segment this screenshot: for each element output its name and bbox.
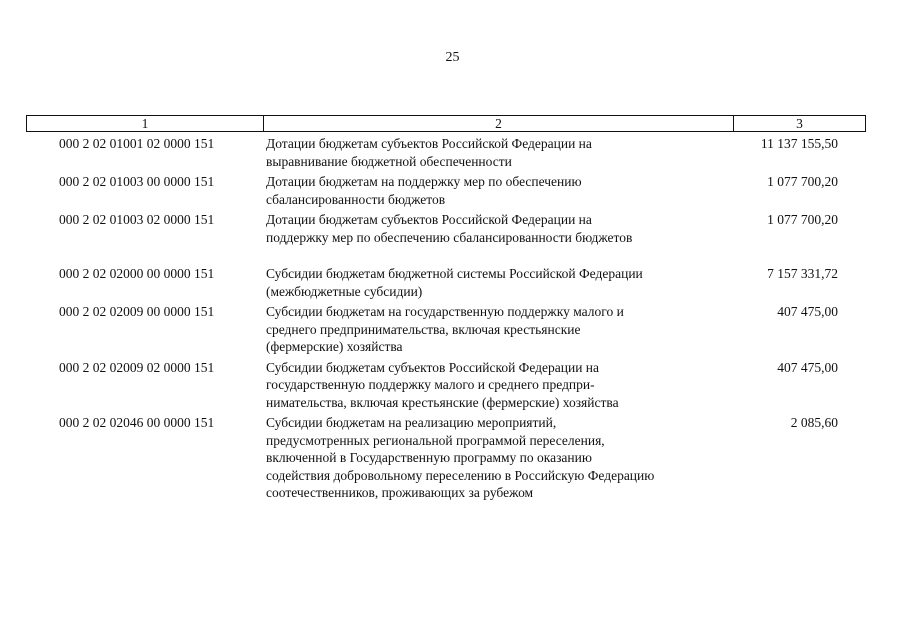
table-row xyxy=(26,265,866,300)
budget-item-name xyxy=(263,211,733,246)
budget-code: 000 2 02 02000 00 0000 151 xyxy=(59,266,215,281)
name-line: Субсидии бюджетам субъектов Российской Федерации на xyxy=(266,359,600,375)
budget-code: 000 2 02 01003 00 0000 151 xyxy=(59,174,215,189)
budget-code: 000 2 02 02009 00 0000 151 xyxy=(59,304,215,319)
name-line: Дотации бюджетам субъектов Российской Федерации на xyxy=(266,212,592,227)
budget-amount: 1 077 700,20 xyxy=(767,212,838,227)
budget-item-name xyxy=(263,359,733,412)
name-line: нимательства, включая крестьянские (фермерские) хозяйства xyxy=(266,394,619,410)
header-col-3: 3 xyxy=(796,116,803,131)
header-col-1: 1 xyxy=(27,116,264,131)
name-line: (фермерские) хозяйства xyxy=(266,339,403,354)
table-header xyxy=(26,115,866,132)
name-line: соотечественников, проживающих за рубежом xyxy=(266,485,534,500)
page-number: 25 xyxy=(445,50,460,65)
budget-table xyxy=(26,115,866,502)
header-col-2: 2 xyxy=(264,116,734,131)
table-row xyxy=(26,359,866,412)
budget-code: 000 2 02 02009 02 0000 151 xyxy=(59,359,215,375)
budget-amount: 11 137 155,50 xyxy=(760,136,838,151)
budget-code: 000 2 02 02046 00 0000 151 xyxy=(59,415,215,430)
name-line: Дотации бюджетам на поддержку мер по обеспечению xyxy=(266,174,582,189)
budget-amount: 7 157 331,72 xyxy=(767,266,838,281)
name-line: предусмотренных региональной программой переселения, xyxy=(266,432,605,448)
budget-code: 000 2 02 01003 02 0000 151 xyxy=(59,212,215,227)
name-line: содействия добровольному переселению в Российскую Федерацию xyxy=(266,467,655,483)
name-line: (межбюджетные субсидии) xyxy=(266,283,423,299)
table-row xyxy=(26,414,866,502)
name-line: государственную поддержку малого и среднего предпри- xyxy=(266,377,595,392)
name-line: среднего предпринимательства, включая крестьянские xyxy=(266,321,581,337)
table-row xyxy=(26,135,866,170)
budget-amount: 407 475,00 xyxy=(777,359,838,375)
name-line: включенной в Государственную программу по оказанию xyxy=(266,450,592,465)
name-line: Субсидии бюджетам на государственную поддержку малого и xyxy=(266,304,624,319)
name-line: Субсидии бюджетам на реализацию мероприятий, xyxy=(266,415,557,430)
budget-amount: 407 475,00 xyxy=(777,304,838,319)
budget-item-name xyxy=(263,414,733,502)
budget-item-name xyxy=(263,265,733,300)
name-line: сбалансированности бюджетов xyxy=(266,191,446,207)
table-row xyxy=(26,173,866,208)
table-row xyxy=(26,211,866,246)
budget-code: 000 2 02 01001 02 0000 151 xyxy=(59,136,215,151)
budget-item-name xyxy=(263,303,733,356)
budget-amount: 2 085,60 xyxy=(790,415,838,430)
name-line: Субсидии бюджетам бюджетной системы Российской Федерации xyxy=(266,266,643,281)
name-line: поддержку мер по обеспечению сбалансированности бюджетов xyxy=(266,229,633,245)
name-line: выравнивание бюджетной обеспеченности xyxy=(266,153,512,169)
name-line: Дотации бюджетам субъектов Российской Федерации на xyxy=(266,136,592,151)
budget-amount: 1 077 700,20 xyxy=(767,174,838,189)
table-row xyxy=(26,303,866,356)
budget-item-name xyxy=(263,173,733,208)
budget-item-name xyxy=(263,135,733,170)
